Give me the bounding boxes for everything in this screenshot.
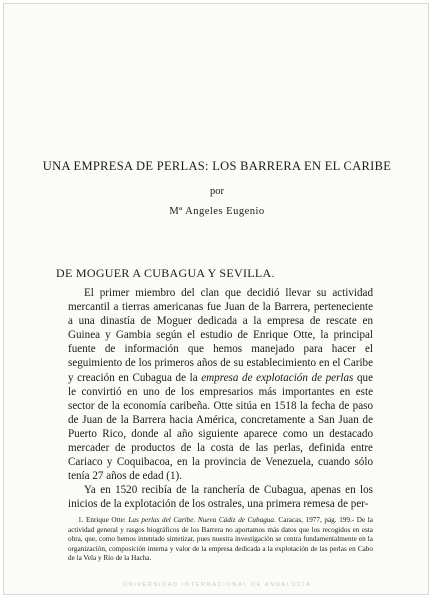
- watermark: UNIVERSIDAD INTERNACIONAL DE ANDALUCÍA: [122, 582, 312, 588]
- footnote-text-b: . Caracas, 1977, pág. 199.- De la actividad general y rasgos biográficos de los Barrera no aportamos más datos que los recogidos en esta obra, que, como hemos intentado sintetizar, pues nuestra investigación se centra fundamentalmente en la organización, composición interna y valor de la empresa dedicada a la explotación de las perlas en Cabo de la Vela y Río de la Hacha.: [68, 516, 373, 563]
- paragraph-2: Ya en 1520 recibía de la ranchería de Cubagua, apenas en los inicios de la explotación de los ostrales, una primera remesa de per-: [68, 484, 373, 511]
- paragraph-1-emphasis: empresa de explotación de perlas: [201, 371, 354, 384]
- footnote: [68, 516, 373, 564]
- footnote-1: [68, 516, 373, 564]
- article-title: UNA EMPRESA DE PERLAS: LOS BARRERA EN EL CARIBE: [42, 159, 392, 173]
- footnote-work-title: Las perlas del Caribe. Nueva Cádiz de Cubagua: [128, 516, 274, 524]
- paragraph-1-text-a: El primer miembro del clan que decidió llevar su actividad mercantil a tierras americanas fue Juan de la Barrera, perteneciente a una dinastía de Moguer dedicada a la empresa de rescate en Guinea y Gambia según el estudio de Enrique Otte, la principal fuente de información que hemos manejado para hacer el seguimiento de los primeros años de su establecimiento en el Caribe y creación en Cubagua de la: [68, 287, 373, 384]
- byline-por: por: [210, 186, 224, 197]
- footnote-text-a: 1. Enrique Otte:: [78, 516, 129, 524]
- section-heading: DE MOGUER A CUBAGUA Y SEVILLA.: [56, 266, 275, 280]
- author-name: Mª Angeles Eugenio: [169, 206, 265, 217]
- body-text: [68, 286, 373, 512]
- paragraph-1: [68, 286, 373, 483]
- paragraph-1-text-b: que le convirtió en uno de los empresarios más importantes en este sector de la economía caribeña. Otte sitúa en 1518 la fecha de paso de Juan de la Barrera hacia América, concretamente a San Juan de Puerto Rico, donde al año siguiente aparece como un destacado mercader de productos de la costa de las perlas, definida entre Cariaco y Coquibacoa, en la provincia de Venezuela, cuando sólo tenía 27 años de edad (1).: [68, 371, 374, 483]
- document-page: [3, 3, 429, 595]
